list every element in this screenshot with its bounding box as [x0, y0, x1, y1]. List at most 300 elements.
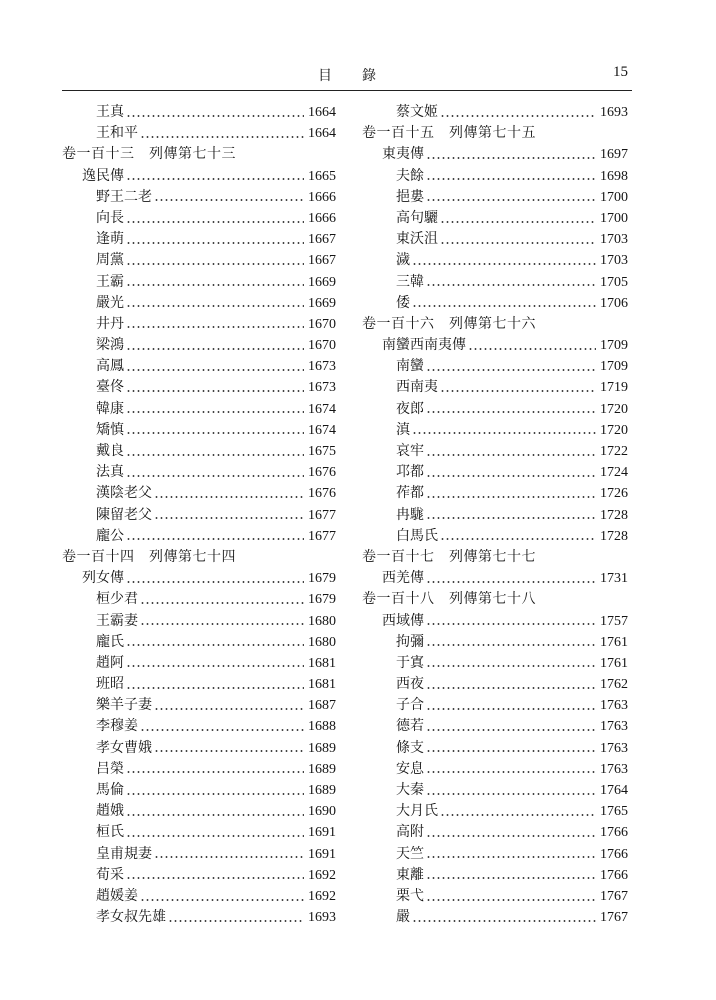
- dot-leader: [426, 496, 596, 498]
- toc-entry-page: 1700: [600, 210, 628, 226]
- toc-entry-page: 1680: [308, 613, 336, 629]
- dot-leader: [412, 305, 596, 307]
- toc-entry-page: 1703: [600, 232, 628, 248]
- dot-leader: [126, 581, 304, 583]
- toc-entry: [362, 568, 628, 589]
- toc-entry-title: 法真: [96, 464, 124, 481]
- toc-entry-title: 南蠻西南夷傳: [382, 337, 466, 354]
- toc-entry-title: 大秦: [396, 782, 424, 798]
- toc-entry: [362, 377, 628, 398]
- toc-entry-page: 1688: [308, 719, 336, 735]
- dot-leader: [440, 115, 596, 117]
- dot-leader: [126, 178, 304, 180]
- toc-entry-title: 周黨: [96, 252, 124, 269]
- toc-entry-title: 條支: [396, 739, 424, 756]
- toc-entry-page: 1761: [600, 655, 628, 671]
- dot-leader: [126, 814, 304, 816]
- toc-entry-title: 孝女叔先雄: [96, 909, 166, 926]
- toc-entry-page: 1691: [308, 846, 336, 862]
- dot-leader: [426, 687, 596, 689]
- dot-leader: [126, 305, 304, 307]
- toc-entry: [362, 441, 628, 462]
- dot-leader: [426, 517, 596, 519]
- dot-leader: [126, 242, 304, 244]
- toc-entry: [362, 144, 628, 165]
- toc-entry: [62, 102, 336, 123]
- dot-leader: [426, 411, 596, 413]
- toc-entry-page: 1664: [308, 126, 336, 142]
- toc-entry: [62, 441, 336, 462]
- toc-entry: [362, 822, 628, 843]
- toc-volume-heading: [362, 314, 628, 335]
- toc-entry-page: 1705: [600, 274, 628, 290]
- toc-entry-page: 1692: [308, 888, 336, 904]
- toc-entry-page: 1709: [600, 359, 628, 375]
- toc-entry-page: 1687: [308, 698, 336, 714]
- toc-entry: [62, 568, 336, 589]
- toc-entry-page: 1763: [600, 761, 628, 777]
- toc-entry: [362, 483, 628, 504]
- toc-entry-page: 1757: [600, 613, 628, 629]
- toc-entry: [362, 759, 628, 780]
- toc-entry-page: 1724: [600, 465, 628, 481]
- toc-entry-title: 韓康: [96, 400, 124, 417]
- toc-entry: [62, 674, 336, 695]
- toc-entry-page: 1676: [308, 486, 336, 502]
- dot-leader: [426, 665, 596, 667]
- toc-entry-page: 1670: [308, 338, 336, 354]
- dot-leader: [126, 877, 304, 879]
- toc-volume-heading: [362, 547, 628, 568]
- dot-leader: [126, 115, 304, 117]
- toc-entry-page: 1720: [600, 422, 628, 438]
- toc-entry: [362, 780, 628, 801]
- toc-entry-title: 逢萌: [96, 231, 124, 248]
- page-header: [62, 62, 632, 94]
- toc-entry: [362, 844, 628, 865]
- dot-leader: [154, 496, 304, 498]
- dot-leader: [412, 263, 596, 265]
- toc-entry-page: 1720: [600, 401, 628, 417]
- toc-entry-title: 東沃沮: [396, 231, 438, 248]
- toc-entry: [62, 886, 336, 907]
- toc-entry-title: 嚴: [396, 909, 410, 926]
- toc-entry-page: 1766: [600, 825, 628, 841]
- toc-entry-title: 嚴光: [96, 294, 124, 311]
- dot-leader: [426, 729, 596, 731]
- toc-entry: [62, 738, 336, 759]
- toc-entry-title: 王霸: [96, 273, 124, 290]
- dot-leader: [126, 644, 304, 646]
- toc-volume-heading: [362, 589, 628, 610]
- toc-entry-title: 向長: [96, 209, 124, 226]
- dot-leader: [468, 348, 596, 350]
- toc-entry-page: 1666: [308, 210, 336, 226]
- toc-entry: [362, 716, 628, 737]
- dot-leader: [168, 920, 304, 922]
- toc-entry: [62, 399, 336, 420]
- toc-entry: [362, 695, 628, 716]
- running-title: 目錄: [318, 68, 406, 84]
- toc-entry-title: 高鳳: [96, 358, 124, 375]
- toc-entry-page: 1700: [600, 189, 628, 205]
- dot-leader: [126, 538, 304, 540]
- toc-entry-page: 1665: [308, 168, 336, 184]
- toc-entry-title: 卷一百十五 列傳第七十五: [362, 125, 536, 142]
- dot-leader: [126, 369, 304, 371]
- toc-entry-page: 1764: [600, 783, 628, 798]
- toc-entry: [62, 505, 336, 526]
- toc-entry-title: 東夷傳: [382, 146, 424, 163]
- toc-entry-title: 拘彌: [396, 633, 424, 650]
- toc-entry: [62, 759, 336, 780]
- toc-entry-title: 王霸妻: [96, 612, 138, 629]
- toc-entry-title: 挹婁: [396, 188, 424, 205]
- toc-entry: [362, 801, 628, 822]
- toc-entry-title: 高句驪: [396, 209, 438, 226]
- toc-entry-title: 吕榮: [96, 760, 124, 777]
- toc-entry-title: 西域傳: [382, 612, 424, 629]
- toc-entry-title: 大月氏: [396, 803, 438, 820]
- dot-leader: [426, 475, 596, 477]
- toc-entry-page: 1762: [600, 677, 628, 693]
- toc-entry-title: 梁鴻: [96, 337, 124, 354]
- dot-leader: [426, 644, 596, 646]
- toc-entry-title: 夜郎: [396, 400, 424, 417]
- toc-entry: [62, 695, 336, 716]
- toc-entry: [362, 293, 628, 314]
- toc-entry-title: 西南夷: [396, 379, 438, 396]
- toc-entry-title: 于寘: [396, 654, 424, 671]
- toc-entry-page: 1689: [308, 761, 336, 777]
- dot-leader: [154, 856, 304, 858]
- toc-entry: [362, 526, 628, 547]
- dot-leader: [154, 750, 304, 752]
- dot-leader: [126, 432, 304, 434]
- toc-entry-title: 皇甫規妻: [96, 845, 152, 862]
- toc-entry-page: 1676: [308, 465, 336, 481]
- toc-entry: [62, 314, 336, 335]
- toc-entry-page: 1728: [600, 507, 628, 523]
- dot-leader: [140, 136, 304, 138]
- toc-entry-title: 漢陰老父: [96, 485, 152, 502]
- toc-entry-page: 1674: [308, 401, 336, 417]
- toc-entry: [62, 653, 336, 674]
- dot-leader: [426, 454, 596, 456]
- toc-entry-title: 井丹: [96, 315, 124, 332]
- toc-entry-page: 1706: [600, 295, 628, 311]
- toc-entry-page: 1731: [600, 571, 628, 587]
- toc-entry: [62, 462, 336, 483]
- toc-entry-title: 哀牢: [396, 443, 424, 459]
- toc-entry-title: 安息: [396, 760, 424, 777]
- toc-entry-title: 王和平: [96, 125, 138, 142]
- dot-leader: [426, 178, 596, 180]
- toc-entry: [362, 886, 628, 907]
- toc-entry: [62, 801, 336, 822]
- dot-leader: [426, 750, 596, 752]
- dot-leader: [126, 263, 304, 265]
- toc-entry-title: 子合: [396, 697, 424, 714]
- dot-leader: [140, 899, 304, 901]
- toc-entry-title: 蔡文姬: [396, 104, 438, 120]
- toc-entry-page: 1664: [308, 105, 336, 120]
- toc-entry-page: 1680: [308, 634, 336, 650]
- toc-entry-page: 1722: [600, 444, 628, 459]
- toc-entry: [362, 399, 628, 420]
- toc-entry-title: 陳留老父: [96, 506, 152, 523]
- dot-leader: [154, 199, 304, 201]
- toc-entry: [62, 166, 336, 187]
- toc-entry-title: 西羌傳: [382, 570, 424, 587]
- toc-entry-title: 荀采: [96, 866, 124, 883]
- dot-leader: [154, 708, 304, 710]
- toc-entry-title: 趙媛姜: [96, 887, 138, 904]
- dot-leader: [140, 729, 304, 731]
- toc-entry-title: 高附: [396, 824, 424, 841]
- toc-entry-title: 南蠻: [396, 358, 424, 375]
- dot-leader: [426, 199, 596, 201]
- toc-entry-title: 德若: [396, 718, 424, 735]
- toc-entry-page: 1669: [308, 274, 336, 290]
- toc-entry: [62, 716, 336, 737]
- toc-entry-title: 班昭: [96, 676, 124, 693]
- toc-entry-title: 倭: [396, 294, 410, 311]
- dot-leader: [426, 793, 596, 795]
- dot-leader: [126, 665, 304, 667]
- toc-entry-title: 卷一百十八 列傳第七十八: [362, 591, 536, 608]
- toc-entry-page: 1693: [600, 105, 628, 120]
- toc-entry-page: 1726: [600, 486, 628, 502]
- toc-entry-page: 1728: [600, 528, 628, 544]
- toc-entry-title: 邛都: [396, 464, 424, 481]
- toc-entry: [62, 526, 336, 547]
- dot-leader: [126, 454, 304, 456]
- toc-volume-heading: [362, 123, 628, 144]
- dot-leader: [440, 221, 596, 223]
- toc-entry-title: 卷一百十七 列傳第七十七: [362, 548, 536, 565]
- toc-entry-title: 桓少君: [96, 591, 138, 608]
- toc-entry-page: 1673: [308, 380, 336, 396]
- toc-entry-page: 1761: [600, 634, 628, 650]
- toc-entry: [362, 356, 628, 377]
- toc-entry-title: 濊: [396, 252, 410, 269]
- toc-entry-title: 龐公: [96, 527, 124, 544]
- dot-leader: [440, 814, 596, 816]
- toc-entry-page: 1677: [308, 507, 336, 523]
- toc-entry: [362, 674, 628, 695]
- toc-entry-title: 逸民傳: [82, 167, 124, 184]
- toc-entry: [62, 187, 336, 208]
- toc-entry-page: 1689: [308, 740, 336, 756]
- dot-leader: [140, 623, 304, 625]
- toc-entry-title: 卷一百十六 列傳第七十六: [362, 315, 536, 332]
- toc-entry-page: 1763: [600, 719, 628, 735]
- toc-entry: [62, 907, 336, 928]
- toc-entry-page: 1681: [308, 677, 336, 693]
- toc-entry: [62, 272, 336, 293]
- toc-entry-page: 1667: [308, 253, 336, 269]
- toc-entry: [62, 293, 336, 314]
- toc-entry-page: 1709: [600, 338, 628, 354]
- toc-entry-title: 王真: [96, 104, 124, 120]
- dot-leader: [426, 835, 596, 837]
- toc-entry-title: 夫餘: [396, 167, 424, 184]
- page-number: 15: [613, 64, 628, 80]
- toc-entry-page: 1698: [600, 168, 628, 184]
- toc-entry: [362, 187, 628, 208]
- dot-leader: [126, 326, 304, 328]
- toc-entry-title: 莋都: [396, 485, 424, 502]
- toc-entry: [362, 420, 628, 441]
- toc-entry-page: 1697: [600, 147, 628, 163]
- dot-leader: [426, 856, 596, 858]
- toc-entry: [362, 653, 628, 674]
- toc-entry-title: 馬倫: [96, 782, 124, 798]
- toc-entry: [362, 907, 628, 928]
- toc-entry-page: 1679: [308, 571, 336, 587]
- dot-leader: [154, 517, 304, 519]
- toc-entry-page: 1766: [600, 846, 628, 862]
- dot-leader: [426, 623, 596, 625]
- toc-entry-page: 1763: [600, 698, 628, 714]
- toc-entry: [62, 611, 336, 632]
- toc-entry-title: 滇: [396, 421, 410, 438]
- dot-leader: [440, 538, 596, 540]
- toc-entry-title: 東離: [396, 866, 424, 883]
- toc-volume-heading: [62, 547, 336, 568]
- toc-entry: [362, 611, 628, 632]
- toc-entry-title: 趙阿: [96, 654, 124, 671]
- toc-entry-page: 1667: [308, 232, 336, 248]
- toc-entry-page: 1719: [600, 380, 628, 396]
- toc-entry-title: 戴良: [96, 443, 124, 459]
- toc-entry: [62, 420, 336, 441]
- dot-leader: [426, 899, 596, 901]
- toc-entry: [362, 250, 628, 271]
- toc-entry-title: 趙娥: [96, 803, 124, 820]
- dot-leader: [426, 157, 596, 159]
- toc-entry: [62, 780, 336, 801]
- toc-entry-title: 李穆姜: [96, 718, 138, 735]
- toc-entry: [362, 208, 628, 229]
- dot-leader: [126, 475, 304, 477]
- toc-entry-page: 1703: [600, 253, 628, 269]
- toc-entry: [62, 483, 336, 504]
- toc-left-column: [62, 102, 336, 928]
- dot-leader: [126, 284, 304, 286]
- toc-volume-heading: [62, 144, 336, 165]
- dot-leader: [426, 877, 596, 879]
- dot-leader: [426, 581, 596, 583]
- dot-leader: [126, 348, 304, 350]
- toc-entry: [362, 865, 628, 886]
- toc-entry: [362, 229, 628, 250]
- toc-entry: [362, 335, 628, 356]
- toc-entry-title: 天竺: [396, 845, 424, 862]
- dot-leader: [126, 221, 304, 223]
- toc-entry-title: 列女傳: [82, 570, 124, 587]
- toc-entry-title: 三韓: [396, 273, 424, 290]
- toc-entry-title: 卷一百十三 列傳第七十三: [62, 146, 236, 163]
- toc-entry-page: 1674: [308, 422, 336, 438]
- toc-entry: [362, 166, 628, 187]
- dot-leader: [126, 793, 304, 795]
- toc-entry-title: 臺佟: [96, 379, 124, 396]
- toc-entry: [62, 632, 336, 653]
- toc-entry-page: 1691: [308, 825, 336, 841]
- dot-leader: [126, 687, 304, 689]
- toc-entry-page: 1675: [308, 444, 336, 459]
- toc-entry-page: 1690: [308, 804, 336, 820]
- toc-entry: [62, 377, 336, 398]
- dot-leader: [126, 390, 304, 392]
- toc-entry: [62, 822, 336, 843]
- toc-right-column: [362, 102, 628, 928]
- toc-entry-title: 樂羊子妻: [96, 697, 152, 714]
- toc-entry: [62, 589, 336, 610]
- toc-entry-title: 野王二老: [96, 188, 152, 205]
- toc-entry: [362, 738, 628, 759]
- dot-leader: [426, 708, 596, 710]
- toc-entry-page: 1670: [308, 316, 336, 332]
- toc-entry: [62, 229, 336, 250]
- toc-entry-page: 1673: [308, 359, 336, 375]
- toc-entry: [362, 632, 628, 653]
- toc-entry-page: 1766: [600, 867, 628, 883]
- toc-entry: [62, 335, 336, 356]
- dot-leader: [412, 432, 596, 434]
- toc-entry-title: 孝女曹娥: [96, 739, 152, 756]
- toc-entry: [62, 208, 336, 229]
- toc-entry-page: 1666: [308, 189, 336, 205]
- toc-entry-title: 西夜: [396, 676, 424, 693]
- toc-entry-title: 冉駹: [396, 506, 424, 523]
- toc-entry-title: 龐氏: [96, 633, 124, 650]
- toc-entry-page: 1677: [308, 528, 336, 544]
- dot-leader: [426, 284, 596, 286]
- toc-entry-page: 1681: [308, 655, 336, 671]
- toc-entry-title: 桓氏: [96, 824, 124, 841]
- toc-entry-page: 1693: [308, 910, 336, 926]
- toc-entry-title: 卷一百十四 列傳第七十四: [62, 548, 236, 565]
- dot-leader: [440, 242, 596, 244]
- toc-entry-page: 1765: [600, 804, 628, 820]
- toc-entry-page: 1669: [308, 295, 336, 311]
- header-rule: [62, 90, 632, 91]
- dot-leader: [126, 771, 304, 773]
- toc-entry-page: 1689: [308, 783, 336, 798]
- dot-leader: [426, 771, 596, 773]
- dot-leader: [426, 369, 596, 371]
- toc-entry-page: 1767: [600, 888, 628, 904]
- toc-entry: [362, 462, 628, 483]
- dot-leader: [412, 920, 596, 922]
- toc-entry-page: 1692: [308, 867, 336, 883]
- toc-entry: [362, 505, 628, 526]
- dot-leader: [126, 411, 304, 413]
- toc-entry: [62, 356, 336, 377]
- toc-entry-title: 栗弋: [396, 887, 424, 904]
- toc-entry-title: 矯慎: [96, 421, 124, 438]
- dot-leader: [126, 835, 304, 837]
- toc-entry: [62, 123, 336, 144]
- toc-entry: [62, 844, 336, 865]
- toc-entry-page: 1679: [308, 592, 336, 608]
- toc-entry: [362, 272, 628, 293]
- dot-leader: [440, 390, 596, 392]
- toc-entry-page: 1763: [600, 740, 628, 756]
